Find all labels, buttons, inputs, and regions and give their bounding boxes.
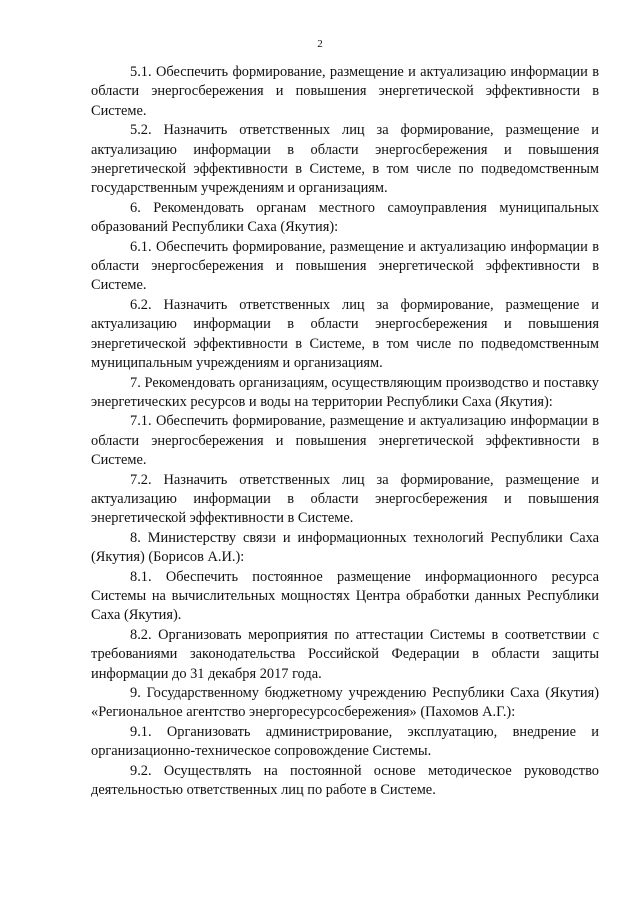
paragraph-5-2: 5.2. Назначить ответственных лиц за формирование, размещение и актуализацию информации в области энергосбережения и повышения энергетической эффективности в Системе, в том числе по подведомственным государственным учреждениям и организациям.: [91, 122, 599, 197]
paragraph-7: 7. Рекомендовать организациям, осуществляющим производство и поставку энергетических ресурсов и воды на территории Республики Саха (Якутия):: [91, 374, 599, 410]
paragraph-7-1: 7.1. Обеспечить формирование, размещение и актуализацию информации в области энергосбережения и повышения энергетической эффективности в Системе.: [91, 413, 599, 469]
paragraph-9: 9. Государственному бюджетному учреждению Республики Саха (Якутия) «Региональное агентство энергоресурсосбережения» (Пахомов А.Г.):: [91, 685, 599, 721]
paragraph-9-1: 9.1. Организовать администрирование, эксплуатацию, внедрение и организационно-техническое сопровождение Системы.: [91, 723, 599, 760]
paragraph-8-2: 8.2. Организовать мероприятия по аттестации Системы в соответствии с требованиями законодательства Российской Федерации в области защиты информации до 31 декабря 2017 года.: [91, 626, 599, 682]
paragraph-9-2: 9.2. Осуществлять на постоянной основе методическое руководство деятельностью ответственных лиц по работе в Системе.: [91, 762, 599, 799]
paragraph-6-2: 6.2. Назначить ответственных лиц за формирование, размещение и актуализацию информации в области энергосбережения и повышения энергетической эффективности в Системе, в том числе по подведомственным муниципальным учреждениям и организациям.: [91, 296, 599, 372]
paragraph-5-1: 5.1. Обеспечить формирование, размещение и актуализацию информации в области энергосбережения и повышения энергетической эффективности в Системе.: [91, 64, 599, 119]
paragraph-6-1: 6.1. Обеспечить формирование, размещение и актуализацию информации в области энергосбережения и повышения энергетической эффективности в Системе.: [91, 238, 599, 294]
paragraph-7-2: 7.2. Назначить ответственных лиц за формирование, размещение и актуализацию информации в области энергосбережения и повышения энергетической эффективности в Системе.: [91, 471, 599, 527]
paragraph-8: 8. Министерству связи и информационных технологий Республики Саха (Якутия) (Борисов А.И.):: [91, 529, 599, 566]
page-number: 2: [317, 38, 323, 50]
document-body: [91, 63, 599, 800]
paragraph-6: 6. Рекомендовать органам местного самоуправления муниципальных образований Республики Саха (Якутия):: [91, 199, 599, 236]
paragraph-8-1: 8.1. Обеспечить постоянное размещение информационного ресурса Системы на вычислительных мощностях Центра обработки данных Республики Саха (Якутия).: [91, 568, 599, 624]
